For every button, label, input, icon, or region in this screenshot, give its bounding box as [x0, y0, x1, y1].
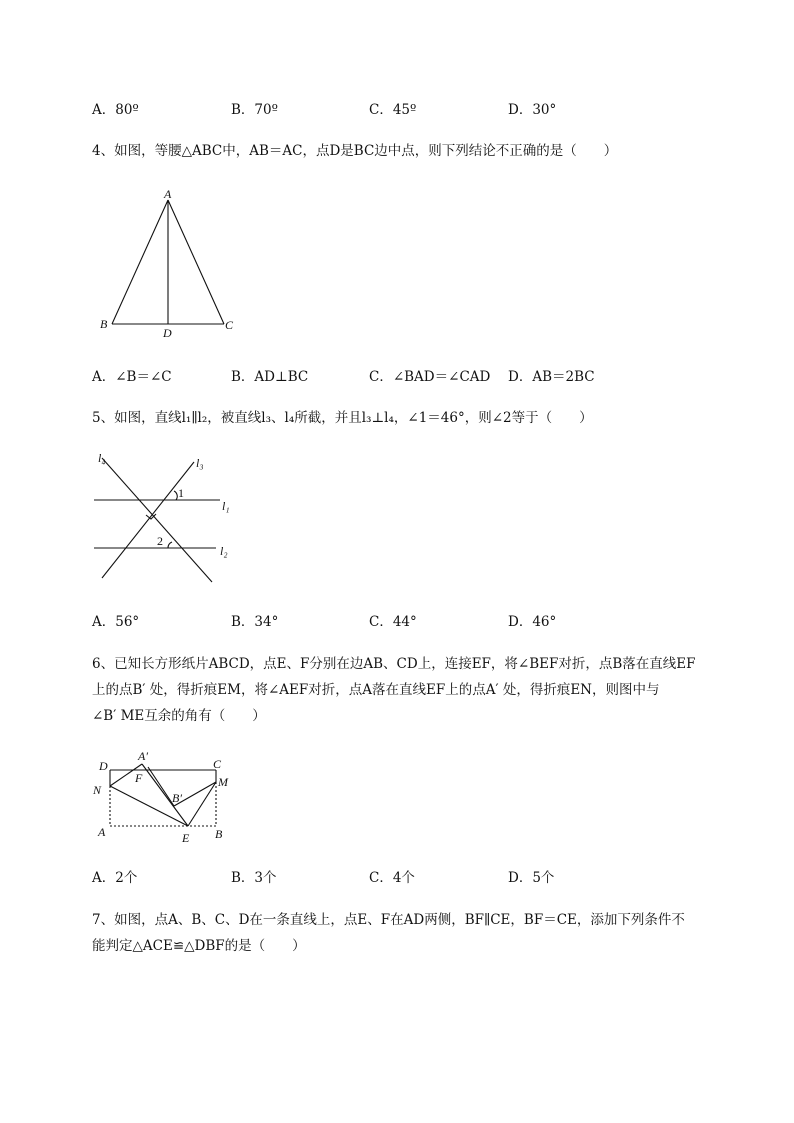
q4-option-b: B．AD⊥BC: [231, 369, 309, 385]
q6-label-b-prime: B′: [172, 791, 182, 805]
q6-segment-f-b-prime: [148, 767, 174, 806]
q7-stem-line1: 7、如图，点A、B、C、D在一条直线上，点E、F在AD两侧，BF∥CE，BF＝CE，添加下列条件不: [92, 912, 685, 928]
q6-label-f: F: [135, 771, 143, 785]
q6-label-n: N: [93, 783, 102, 797]
q3-option-b: B．70º: [231, 102, 278, 118]
q3-option-d: D．30°: [508, 102, 557, 118]
q3-option-a: A．80º: [92, 102, 139, 118]
q5-label-l4: l₄: [98, 451, 106, 465]
q5-label-l2: l₂: [220, 544, 228, 558]
q6-label-c: C: [213, 757, 222, 771]
q3-option-c: C．45º: [369, 102, 417, 118]
q4-side-ac: [168, 200, 224, 324]
q4-label-c: C: [225, 318, 234, 332]
q5-label-angle1: 1: [178, 486, 184, 500]
q6-folded-rectangle-figure: [88, 746, 248, 850]
q4-option-c: C．∠BAD＝∠CAD: [369, 369, 491, 385]
q5-label-angle2: 2: [157, 534, 163, 548]
q5-option-d: D．46°: [508, 614, 557, 630]
q4-label-b: B: [100, 317, 108, 331]
q4-label-a: A: [164, 187, 172, 201]
q6-label-e: E: [182, 831, 190, 845]
q6-stem-line3: ∠B′ ME互余的角有（ ）: [92, 708, 266, 724]
q6-option-b: B．3个: [231, 870, 277, 886]
q5-option-c: C．44°: [369, 614, 417, 630]
q4-stem: 4、如图，等腰△ABC中，AB＝AC，点D是BC边中点，则下列结论不正确的是（ ）: [92, 143, 618, 159]
q6-label-b: B: [215, 827, 223, 841]
q6-stem-line2: 上的点B′ 处，得折痕EM，将∠AEF对折，点A落在直线EF上的点A′ 处，得折痕EN，则图中与: [92, 682, 660, 698]
q6-label-a-prime: A′: [138, 749, 148, 763]
q6-label-a: A: [98, 825, 106, 839]
q5-parallel-lines-figure: [90, 446, 240, 586]
q6-option-a: A．2个: [92, 870, 138, 886]
q4-option-d: D．AB＝2BC: [508, 369, 595, 385]
q4-label-d: D: [163, 326, 172, 340]
q4-option-a: A．∠B＝∠C: [92, 369, 172, 385]
q5-stem: 5、如图，直线l₁∥l₂，被直线l₃、l₄所截，并且l₃⊥l₄，∠1＝46°，则∠2等于（ ）: [92, 410, 593, 426]
q4-side-ab: [112, 200, 168, 324]
q5-line-l4: [102, 458, 212, 582]
q6-option-d: D．5个: [508, 870, 555, 886]
q5-option-b: B．34°: [231, 614, 279, 630]
q6-label-m: M: [218, 775, 228, 789]
q5-angle1-arc: [174, 491, 177, 500]
q4-triangle-figure: [94, 184, 244, 344]
q5-line-l3: [102, 462, 194, 578]
q6-stem-line1: 6、已知长方形纸片ABCD，点E、F分别在边AB、CD上，连接EF，将∠BEF对折，点B落在直线EF: [92, 656, 696, 672]
q5-label-l1: l₁: [222, 499, 230, 513]
q5-option-a: A．56°: [92, 614, 140, 630]
q6-label-d: D: [99, 759, 108, 773]
q6-crease-em: [188, 782, 216, 826]
q5-label-l3: l₃: [196, 456, 204, 470]
q5-angle2-arc: [168, 542, 172, 548]
q6-option-c: C．4个: [369, 870, 415, 886]
q7-stem-line2: 能判定△ACE≌△DBF的是（ ）: [92, 938, 306, 954]
